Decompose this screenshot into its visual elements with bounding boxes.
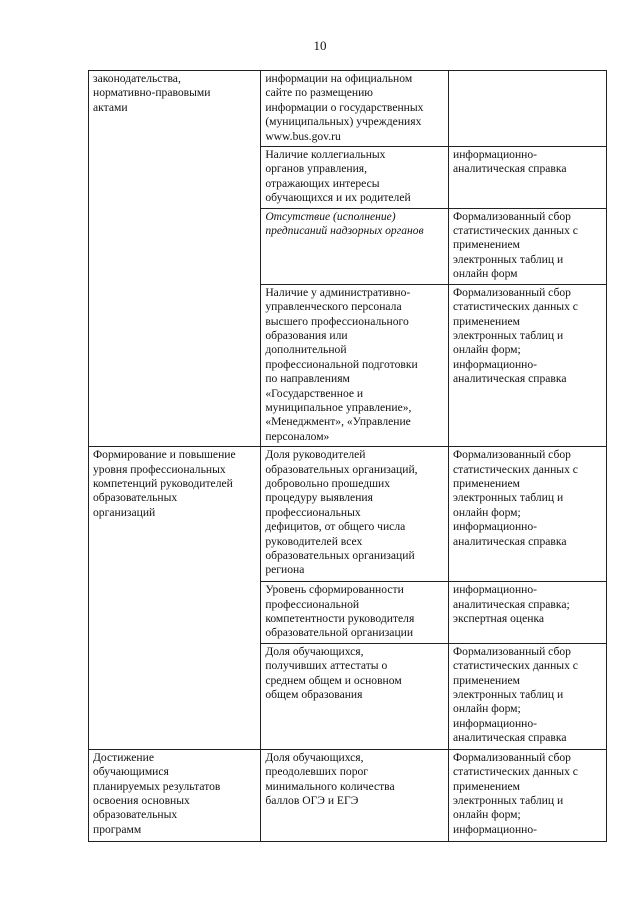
table-cell-indicator: Отсутствие (исполнение) предписаний надзорных органов xyxy=(261,208,449,284)
table-cell-area xyxy=(89,643,261,749)
table-row xyxy=(89,749,607,841)
criteria-table xyxy=(88,70,607,842)
table-cell-area xyxy=(89,208,261,284)
table-cell-method xyxy=(449,71,607,147)
table-row xyxy=(89,643,607,749)
table-row xyxy=(89,147,607,209)
table-cell-indicator: Уровень сформированности профессиональной компетентности руководителя образовательной организации xyxy=(261,582,449,644)
table-row xyxy=(89,447,607,582)
table-cell-indicator: Доля обучающихся, получивших аттестаты о среднем общем и основном общем образования xyxy=(261,643,449,749)
table-cell-area: законодательства, нормативно-правовыми актами xyxy=(89,71,261,147)
table-cell-method: информационно- аналитическая справка; экспертная оценка xyxy=(449,582,607,644)
table-cell-method: Формализованный сбор статистических данных с применением электронных таблиц и онлайн форм; информационно- xyxy=(449,749,607,841)
table-cell-method: Формализованный сбор статистических данных с применением электронных таблиц и онлайн форм xyxy=(449,208,607,284)
table-row xyxy=(89,208,607,284)
table-cell-area: Формирование и повышение уровня профессиональных компетенций руководителей образовательных организаций xyxy=(89,447,261,582)
table-cell-indicator: Доля обучающихся, преодолевших порог минимального количества баллов ОГЭ и ЕГЭ xyxy=(261,749,449,841)
table-cell-method: Формализованный сбор статистических данных с применением электронных таблиц и онлайн форм; информационно- аналитическая справка xyxy=(449,284,607,446)
table-cell-method: Формализованный сбор статистических данных с применением электронных таблиц и онлайн форм; информационно- аналитическая справка xyxy=(449,447,607,582)
table-row xyxy=(89,582,607,644)
table-cell-area xyxy=(89,147,261,209)
table-cell-indicator: Наличие коллегиальных органов управления, отражающих интересы обучающихся и их родителей xyxy=(261,147,449,209)
table-cell-method: Формализованный сбор статистических данных с применением электронных таблиц и онлайн форм; информационно- аналитическая справка xyxy=(449,643,607,749)
table-cell-area xyxy=(89,582,261,644)
table-cell-indicator: информации на официальном сайте по размещению информации о государственных (муниципальных) учреждениях www.bus.gov.ru xyxy=(261,71,449,147)
table-row xyxy=(89,284,607,446)
table-cell-indicator: Доля руководителей образовательных организаций, добровольно прошедших процедуру выявления профессиональных дефицитов, от общего числа руководителей всех образовательных организаций региона xyxy=(261,447,449,582)
table-cell-area: Достижение обучающимися планируемых результатов освоения основных образовательных программ xyxy=(89,749,261,841)
table-cell-method: информационно- аналитическая справка xyxy=(449,147,607,209)
table-row xyxy=(89,71,607,147)
table-cell-area xyxy=(89,284,261,446)
table-cell-indicator: Наличие у административно- управленческого персонала высшего профессионального образования или дополнительной профессиональной подготовки по направлениям «Государственное и муниципальное управление», «Менеджмент», «Управление персоналом» xyxy=(261,284,449,446)
page-number: 10 xyxy=(313,38,327,53)
